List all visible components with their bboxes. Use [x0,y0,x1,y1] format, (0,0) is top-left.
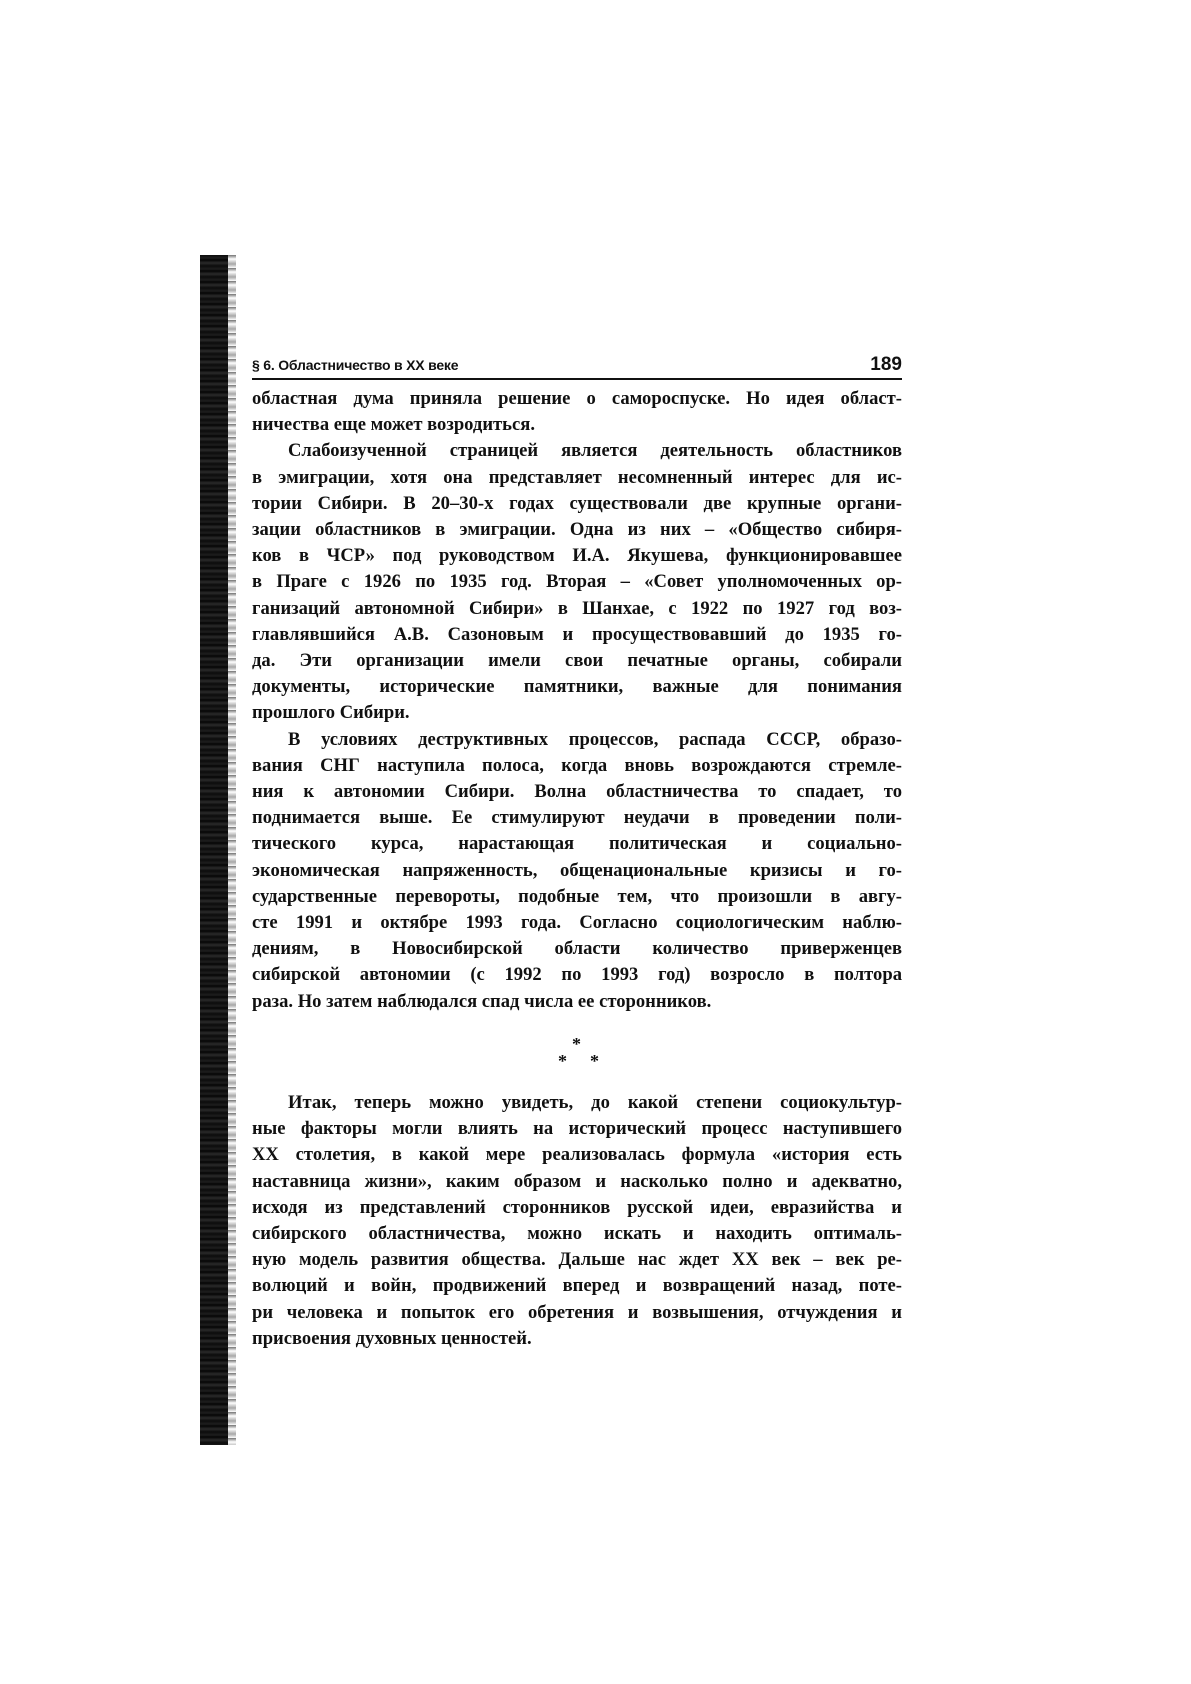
text-line: вания СНГ наступила полоса, когда вновь возрождаются стремле- [252,754,902,776]
text-line: сибирского областничества, можно искать и находить оптималь- [252,1223,902,1245]
text-line: документы, исторические памятники, важные для понимания [252,676,902,698]
paragraph-conclusion [252,1090,902,1352]
text-line: XX столетия, в какой мере реализовалась формула «история есть [252,1144,902,1166]
text-line: наставница жизни», каким образом и насколько полно и адекватно, [252,1170,902,1192]
section-2-text [252,1090,902,1352]
text-line: да. Эти организации имели свои печатные органы, собирали [252,650,902,672]
text-line: В условиях деструктивных процессов, распада СССР, образо- [288,728,902,750]
text-line: ри человека и попыток его обретения и возвышения, отчуждения и [252,1301,902,1323]
text-line: сударственные перевороты, подобные тем, что произошли в авгу- [252,885,902,907]
text-line: ков в ЧСР» под руководством И.А. Якушева, функционировавшее [252,545,902,567]
section-1-text [252,386,902,1015]
text-line: ганизаций автономной Сибири» в Шанхае, с 1922 по 1927 год воз- [252,597,902,619]
text-line: в Праге с 1926 по 1935 год. Вторая – «Совет уполномоченных ор- [252,571,902,593]
asterism-star: * [572,1034,581,1054]
asterism-star: * [558,1051,567,1071]
text-line: поднимается выше. Ее стимулируют неудачи в проведении поли- [252,807,902,829]
text-line: присвоения духовных ценностей. [252,1327,532,1349]
text-line: ничества еще может возродиться. [252,414,535,436]
text-line: тического курса, нарастающая политическая и социально- [252,833,902,855]
text-line: раза. Но затем наблюдался спад числа ее сторонников. [252,990,712,1012]
page-number: 189 [870,354,902,375]
text-line: ную модель развития общества. Дальше нас ждет XX век – век ре- [252,1249,902,1271]
text-line: дениям, в Новосибирской области количество приверженцев [252,938,902,960]
text-line: экономическая напряженность, общенациональные кризисы и го- [252,859,902,881]
paragraph-emigration [252,438,902,726]
paragraph-continuation [252,386,902,438]
text-line: сте 1991 и октябре 1993 года. Согласно социологическим наблю- [252,912,902,934]
text-line: ные факторы могли влиять на исторический процесс наступившего [252,1118,902,1140]
text-line: волюций и войн, продвижений вперед и возвращений назад, поте- [252,1275,902,1297]
asterism-star: * [590,1051,599,1071]
running-head: § 6. Областничество в XX веке [252,357,459,373]
text-line: прошлого Сибири. [252,702,410,724]
paragraph-destructive-processes [252,727,902,1015]
text-line: областная дума приняла решение о самороспуске. Но идея област- [252,388,902,409]
text-line: ния к автономии Сибири. Волна областничества то спадает, то [252,781,902,803]
scan-binding-edge [200,255,228,1445]
text-line: тории Сибири. В 20–30-х годах существовали две крупные органи- [252,492,902,514]
text-line: в эмиграции, хотя она представляет несомненный интерес для ис- [252,466,902,488]
text-line: Итак, теперь можно увидеть, до какой степени социокультур- [288,1092,902,1113]
section-asterism [540,1034,620,1074]
text-line: главлявшийся А.В. Сазоновым и просуществовавший до 1935 го- [252,623,902,645]
page-header [252,354,902,380]
text-line: исходя из представлений сторонников русской идеи, евразийства и [252,1196,902,1218]
text-line: сибирской автономии (с 1992 по 1993 год) возросло в полтора [252,964,902,986]
text-line: зации областников в эмиграции. Одна из них – «Общество сибиря- [252,519,902,541]
text-line: Слабоизученной страницей является деятельность областников [288,440,902,462]
